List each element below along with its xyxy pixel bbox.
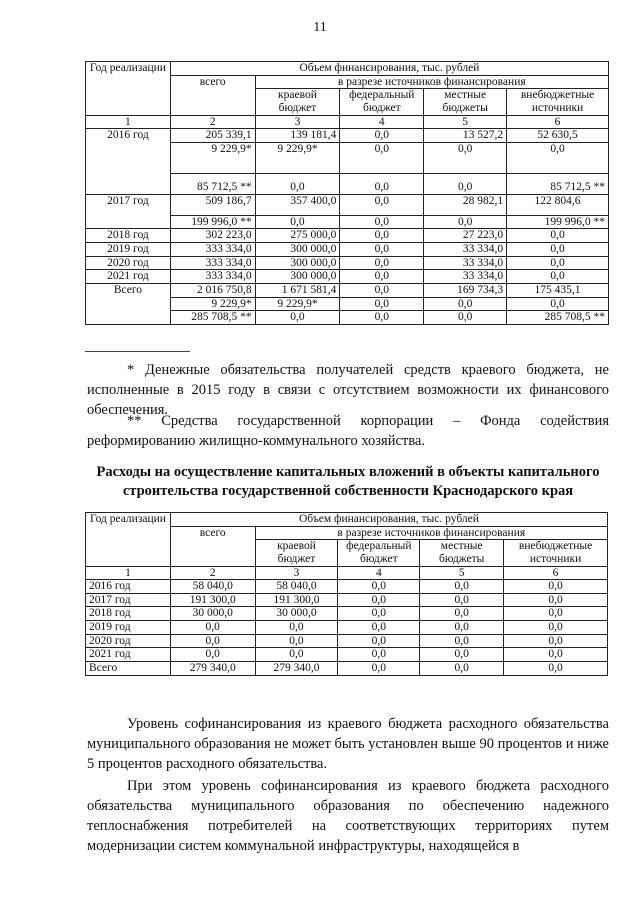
header-year: Год реализации — [86, 513, 171, 567]
table-row: 2019 год 333 334,0 300 000,0 0,0 33 334,0 0,0 — [86, 243, 609, 257]
header-federal: федеральный бюджет — [338, 540, 420, 566]
header-volume: Объем финансирования, тыс. рублей — [170, 513, 607, 527]
header-regional: краевой бюджет — [255, 89, 340, 115]
table-row: 85 712,5 ** 0,0 0,0 0,0 85 712,5 ** — [86, 173, 609, 194]
table-row: 9 229,9* 9 229,9* 0,0 0,0 0,0 — [86, 297, 609, 311]
table-row: 2017 год 509 186,7 357 400,0 0,0 28 982,1 122 804,6 — [86, 194, 609, 215]
page-number: 11 — [313, 20, 327, 35]
column-numbers: 1 2 3 4 5 6 — [86, 566, 608, 580]
header-total: всего — [170, 75, 255, 115]
header-year: Год реализации — [86, 62, 171, 116]
table-row: 2018 год 30 000,0 30 000,0 0,0 0,0 0,0 — [86, 607, 608, 621]
table-row: 2021 год 333 334,0 300 000,0 0,0 33 334,0 0,0 — [86, 270, 609, 284]
table-row: 2016 год 58 040,0 58 040,0 0,0 0,0 0,0 — [86, 580, 608, 594]
header-extra: внебюджетные источники — [507, 89, 609, 115]
table-row: 199 996,0 ** 0,0 0,0 0,0 199 996,0 ** — [86, 215, 609, 229]
table-row: 2020 год 333 334,0 300 000,0 0,0 33 334,0 0,0 — [86, 256, 609, 270]
financing-table — [85, 61, 609, 325]
header-local: местные бюджеты — [424, 89, 507, 115]
table-row: 2021 год 0,0 0,0 0,0 0,0 0,0 — [86, 648, 608, 662]
table-row: 2019 год 0,0 0,0 0,0 0,0 0,0 — [86, 621, 608, 635]
body-paragraph-2: При этом уровень софинансирования из краевого бюджета расходного обязательства муниципального образования по обеспечению надежного теплоснабжения потребителей на соответствующих территориях путем модернизации систем коммунальной инфраструктуры, находящейся в — [87, 778, 609, 854]
table-row: Всего 279 340,0 279 340,0 0,0 0,0 0,0 — [86, 662, 608, 676]
header-breakdown: в разрезе источников финансирования — [255, 75, 608, 89]
header-regional: краевой бюджет — [255, 540, 338, 566]
footnote-2: ** Средства государственной корпорации – Фонда содействия реформированию жилищно-коммунального хозяйства. — [87, 413, 609, 449]
section-heading: Расходы на осуществление капитальных вложений в объекты капитального строительства государственной собственности Краснодарского края — [96, 464, 600, 499]
header-federal: федеральный бюджет — [340, 89, 424, 115]
header-extra: внебюджетные источники — [504, 540, 608, 566]
footnote-divider — [85, 351, 190, 352]
header-local: местные бюджеты — [420, 540, 504, 566]
table-row: 2020 год 0,0 0,0 0,0 0,0 0,0 — [86, 634, 608, 648]
header-volume: Объем финансирования, тыс. рублей — [170, 62, 608, 76]
body-paragraph-1: Уровень софинансирования из краевого бюджета расходного обязательства муниципального образования не может быть установлен выше 90 процентов и ниже 5 процентов расходного обязательства. — [87, 716, 609, 772]
footnote-1: * Денежные обязательства получателей средств краевого бюджета, не исполненные в 2015 году в связи с отсутствием возможности их финансового обеспечения. — [87, 362, 609, 418]
table-row: 2017 год 191 300,0 191 300,0 0,0 0,0 0,0 — [86, 593, 608, 607]
table-row: 2016 год 205 339,1 139 181,4 0,0 13 527,2 52 630,5 — [86, 129, 609, 143]
header-total: всего — [170, 526, 255, 566]
table-row: 285 708,5 ** 0,0 0,0 0,0 285 708,5 ** — [86, 311, 609, 325]
table-row: 9 229,9* 9 229,9* 0,0 0,0 0,0 — [86, 142, 609, 173]
column-numbers: 1 2 3 4 5 6 — [86, 115, 609, 129]
table-row: 2018 год 302 223,0 275 000,0 0,0 27 223,0 0,0 — [86, 229, 609, 243]
capital-investment-table — [85, 512, 608, 676]
header-breakdown: в разрезе источников финансирования — [255, 526, 607, 540]
table-row: Всего 2 016 750,8 1 671 581,4 0,0 169 734,3 175 435,1 — [86, 284, 609, 298]
